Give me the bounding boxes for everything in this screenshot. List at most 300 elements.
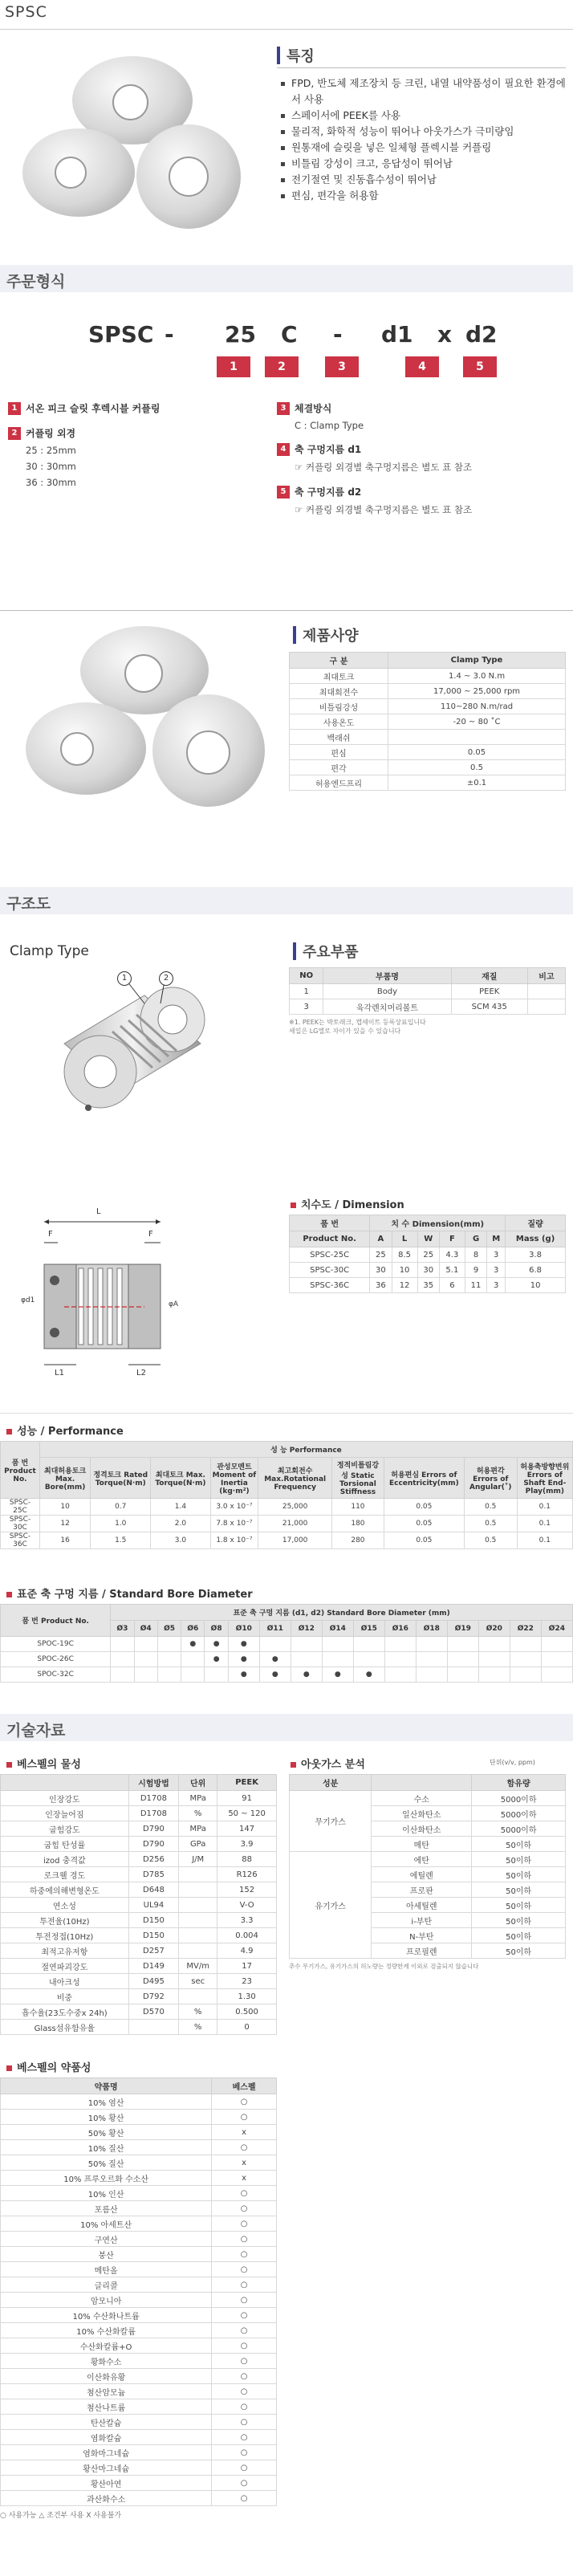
performance-table (0, 1441, 573, 1549)
table-cell: SPOC-19C (1, 1637, 111, 1652)
table-cell: 품 번 Product No. (1, 1442, 40, 1499)
table-cell (384, 1637, 416, 1652)
table-cell: 10% 수산화칼륨 (1, 2323, 212, 2338)
table-cell (157, 1652, 181, 1667)
parts-header: 주요부품 (293, 941, 359, 962)
table-cell: ● (291, 1667, 322, 1683)
table-cell: V-O (217, 1898, 277, 1913)
table-row (1, 2125, 277, 2140)
table-row (1, 1974, 277, 1989)
table-cell (111, 1637, 134, 1652)
table-cell (478, 1652, 510, 1667)
table-row (1, 1913, 277, 1928)
table-cell: 1.8 x 10⁻⁷ (210, 1532, 258, 1549)
table-cell (157, 1637, 181, 1652)
table-cell: D790 (128, 1837, 178, 1852)
table-cell: 염화칼슘 (1, 2430, 212, 2445)
table-row (290, 1791, 566, 1806)
table-cell: 황산아연 (1, 2476, 212, 2491)
dimension-table-wrap (289, 1215, 566, 1293)
table-cell (527, 999, 565, 1015)
table-cell: 첨산나트륨 (1, 2399, 212, 2415)
table-cell: 허용편심 Errors of Eccentricity(mm) (384, 1458, 464, 1499)
table-cell: 10% 프루오르화 수소산 (1, 2171, 212, 2186)
table-row (290, 1278, 566, 1293)
table-row (1, 1499, 573, 1516)
table-row (290, 699, 566, 714)
table-cell: 약품명 (1, 2078, 212, 2094)
table-cell: 0.5 (464, 1516, 517, 1532)
chem-table (0, 2077, 277, 2506)
table-cell (179, 1898, 217, 1913)
table-cell: Ø19 (447, 1621, 478, 1637)
table-cell: 백래쉬 (290, 730, 388, 745)
table-cell: SPOC-32C (1, 1667, 111, 1683)
table-cell: SPSC-36C (290, 1278, 370, 1293)
table-cell: 0.1 (517, 1499, 572, 1516)
table-cell: 글리콜 (1, 2277, 212, 2293)
table-cell: SPSC-30C (290, 1263, 370, 1278)
table-cell: 50이하 (472, 1867, 566, 1882)
note-line: ※1. PEEK는 박토래크, 캡셰이트 등록상표입니다 (289, 1019, 426, 1026)
table-row (1, 2201, 277, 2216)
table-cell: Ø6 (181, 1621, 205, 1637)
table-row (1, 1837, 277, 1852)
table-cell: 17 (217, 1959, 277, 1974)
table-cell: 36 (370, 1278, 392, 1293)
table-header (290, 968, 566, 984)
table-cell (447, 1652, 478, 1667)
table-cell: SPSC-36C (1, 1532, 40, 1549)
table-cell: 50이하 (472, 1882, 566, 1898)
order-item-label (277, 401, 566, 415)
table-cell: 관성모멘트 Moment of Inertia (kg·m²) (210, 1458, 258, 1499)
table-row (290, 984, 566, 999)
table-cell: 50이하 (472, 1898, 566, 1913)
outgas-unit: 단위(v/v, ppm) (490, 1759, 535, 1766)
table-cell: ○ (212, 2445, 277, 2460)
table-cell: 25 (370, 1247, 392, 1263)
order-item-label (277, 442, 566, 456)
table-cell: Ø18 (416, 1621, 447, 1637)
table-cell: 1.4 (151, 1499, 210, 1516)
order-item-text: 축 구멍지름 d2 (295, 486, 362, 498)
table-cell: 흡수율(23도수중x 24h) (1, 2004, 129, 2020)
table-cell: Ø5 (157, 1621, 181, 1637)
table-cell (179, 1913, 217, 1928)
table-cell: 황화수소 (1, 2354, 212, 2369)
table-cell: A (370, 1231, 392, 1247)
feature-item (281, 172, 566, 188)
table-cell (179, 1943, 217, 1959)
table-cell: 0.1 (517, 1532, 572, 1549)
table-cell: 비중 (1, 1989, 129, 2004)
table-header (1, 1605, 573, 1621)
parts-table (289, 967, 566, 1015)
order-item (277, 485, 566, 516)
table-cell (322, 1652, 353, 1667)
table-cell: 110~280 N.m/rad (388, 699, 566, 714)
order-code-part: d1 (381, 321, 413, 348)
table-cell: SCM 435 (451, 999, 527, 1015)
table-cell: 1.4 ~ 3.0 N.m (388, 669, 566, 684)
table-cell (527, 984, 565, 999)
table-row (1, 2338, 277, 2354)
order-item-line: ☞ 커플링 외경별 축구멍지름은 별도 표 참조 (295, 504, 473, 515)
table-row (290, 1247, 566, 1263)
table-cell (111, 1667, 134, 1683)
table-cell: ○ (212, 2476, 277, 2491)
structure-drawing (32, 971, 225, 1132)
table-cell: D150 (128, 1913, 178, 1928)
table-cell (353, 1652, 384, 1667)
order-item-text: 서온 피크 슬릿 후렉시블 커플링 (26, 403, 161, 414)
table-cell: 0.05 (384, 1516, 464, 1532)
product-photo-spec (16, 618, 281, 827)
table-cell (384, 1652, 416, 1667)
table-cell: 사용온도 (290, 714, 388, 730)
order-number-badge: 5 (463, 356, 497, 377)
table-cell: ○ (212, 2186, 277, 2201)
props-title: 베스펠의 물성 (6, 1756, 81, 1771)
table-cell: 4.9 (217, 1943, 277, 1959)
order-item-number: 4 (277, 443, 290, 456)
outgas-table-wrap (289, 1774, 566, 1971)
table-cell: Ø4 (134, 1621, 157, 1637)
table-cell: 10% 질산 (1, 2140, 212, 2155)
table-cell: 9 (465, 1263, 486, 1278)
bullet-icon (281, 194, 285, 198)
table-cell: J/M (179, 1852, 217, 1867)
table-cell: 정적비틀림강성 Static Torsional Stiffness (332, 1458, 384, 1499)
table-cell (179, 1882, 217, 1898)
table-cell: 10% 수산화나트륨 (1, 2308, 212, 2323)
table-cell: 110 (332, 1499, 384, 1516)
order-code-part: - (165, 321, 174, 348)
callout-1: 1 (117, 971, 132, 986)
table-cell: ○ (212, 2415, 277, 2430)
table-row (1, 2216, 277, 2232)
table-row (1, 2476, 277, 2491)
table-cell: SPSC-25C (290, 1247, 370, 1263)
table-cell: -20 ~ 80 ˚C (388, 714, 566, 730)
table-cell: 에틸렌 (372, 1867, 472, 1882)
order-item-label (8, 401, 273, 415)
table-cell (416, 1652, 447, 1667)
table-cell (541, 1652, 572, 1667)
table-row (290, 999, 566, 1015)
table-row (1, 2110, 277, 2125)
table-cell: ○ (212, 2247, 277, 2262)
table-cell: Ø8 (205, 1621, 228, 1637)
table-row (1, 2155, 277, 2171)
table-header (290, 1215, 566, 1231)
table-cell: D1708 (128, 1791, 178, 1806)
table-row (1, 2399, 277, 2415)
order-code-part: SPSC (88, 321, 154, 348)
table-cell (179, 1867, 217, 1882)
table-cell: ○ (212, 2094, 277, 2110)
table-cell: 12 (392, 1278, 417, 1293)
table-cell (134, 1637, 157, 1652)
table-cell: 베스펠 (212, 2078, 277, 2094)
table-cell: 0.7 (91, 1499, 151, 1516)
table-cell: W (417, 1231, 439, 1247)
table-cell: 0.1 (517, 1516, 572, 1532)
table-cell: 5000이하 (472, 1821, 566, 1837)
table-row (1, 1928, 277, 1943)
table-cell: ±0.1 (388, 775, 566, 791)
table-cell: ● (259, 1652, 291, 1667)
table-cell: ○ (212, 2384, 277, 2399)
table-cell (510, 1637, 541, 1652)
clamp-type-label: Clamp Type (10, 943, 89, 959)
table-cell: 10 (506, 1278, 566, 1293)
table-cell: 10% 인산 (1, 2186, 212, 2201)
table-cell: 3 (487, 1263, 506, 1278)
order-item-number: 3 (277, 402, 290, 415)
table-cell: 5.1 (439, 1263, 465, 1278)
table-cell: 88 (217, 1852, 277, 1867)
table-cell: 3.9 (217, 1837, 277, 1852)
table-cell: 91 (217, 1791, 277, 1806)
table-cell: Ø3 (111, 1621, 134, 1637)
table-header (290, 1775, 566, 1791)
table-cell: ○ (212, 2399, 277, 2415)
order-number-badge: 4 (405, 356, 439, 377)
table-cell: 로크웰 경도 (1, 1867, 129, 1882)
table-row (290, 760, 566, 775)
table-cell (134, 1652, 157, 1667)
table-cell: 25 (417, 1247, 439, 1263)
table-cell: D790 (128, 1821, 178, 1837)
table-header (1, 1775, 277, 1791)
table-cell: 허용축방향변위 Errors of Shaft End-Play(mm) (517, 1458, 572, 1499)
order-code-part: 25 (225, 321, 256, 348)
order-code (88, 321, 506, 353)
feature-item (281, 188, 566, 204)
table-cell: Ø16 (384, 1621, 416, 1637)
outgas-table (289, 1774, 566, 1959)
table-cell (510, 1652, 541, 1667)
table-cell: 5000이하 (472, 1791, 566, 1806)
table-row (1, 1791, 277, 1806)
order-item-label (277, 485, 566, 499)
table-cell (541, 1637, 572, 1652)
table-row (1, 2232, 277, 2247)
table-cell: Mass (g) (506, 1231, 566, 1247)
table-cell: ○ (212, 2369, 277, 2384)
table-row (290, 1263, 566, 1278)
table-cell: 무기가스 (290, 1791, 372, 1852)
table-cell: ● (259, 1667, 291, 1683)
table-row (1, 1989, 277, 2004)
props-table-wrap (0, 1774, 277, 2035)
table-cell: ○ (212, 2323, 277, 2338)
table-cell: 허용엔드프리 (290, 775, 388, 791)
table-cell: 0 (217, 2020, 277, 2035)
table-row (290, 745, 566, 760)
table-cell (478, 1667, 510, 1683)
dim-label-F2: F (148, 1230, 153, 1239)
table-cell: 붕산 (1, 2247, 212, 2262)
table-cell: ● (181, 1637, 205, 1652)
table-cell: 1.30 (217, 1989, 277, 2004)
table-row (1, 2369, 277, 2384)
table-cell: SPSC-25C (1, 1499, 40, 1516)
table-row (1, 1821, 277, 1837)
table-cell: 280 (332, 1532, 384, 1549)
table-cell (388, 730, 566, 745)
table-cell: 염화마그네슘 (1, 2445, 212, 2460)
outgas-title: 아웃가스 분석 (291, 1756, 365, 1771)
chem-title: 베스펠의 약품성 (6, 2059, 91, 2074)
table-cell: Ø10 (228, 1621, 259, 1637)
table-cell: 편심 (290, 745, 388, 760)
table-cell: ● (205, 1652, 228, 1667)
table-cell: 6.8 (506, 1263, 566, 1278)
table-cell: Ø24 (541, 1621, 572, 1637)
performance-table-wrap (0, 1441, 573, 1549)
table-cell: 수산화칼륨+O (1, 2338, 212, 2354)
table-row (1, 1898, 277, 1913)
table-cell: 비틀림강성 (290, 699, 388, 714)
table-cell: ● (228, 1637, 259, 1652)
table-cell: UL94 (128, 1898, 178, 1913)
order-code-part: C (281, 321, 298, 348)
order-item (277, 401, 566, 431)
table-header (1, 1442, 573, 1458)
table-cell: 품 번 Product No. (1, 1605, 111, 1637)
table-cell: x (212, 2125, 277, 2140)
table-cell: Product No. (290, 1231, 370, 1247)
table-cell: 0.5 (464, 1532, 517, 1549)
table-cell (179, 1989, 217, 2004)
table-cell: 3 (290, 999, 323, 1015)
feature-text: 물리적, 화학적 성능이 뛰어나 아웃가스가 극미량임 (291, 125, 514, 137)
table-row (1, 2247, 277, 2262)
order-item-text: 커플링 외경 (26, 428, 76, 439)
table-cell: 최대토크 Max. Torque(N·m) (151, 1458, 210, 1499)
table-cell: 최대토크 (290, 669, 388, 684)
order-item (277, 442, 566, 474)
table-cell (111, 1652, 134, 1667)
bullet-icon (281, 114, 285, 118)
order-item-text: 축 구멍지름 d1 (295, 444, 362, 455)
table-cell: Ø12 (291, 1621, 322, 1637)
table-cell: izod 충격값 (1, 1852, 129, 1867)
table-row (290, 1852, 566, 1867)
table-cell: NO (290, 968, 323, 984)
order-title: 주문형식 (6, 273, 66, 291)
techdata-title: 기술자료 (6, 1722, 66, 1740)
bullet-icon (281, 82, 285, 86)
table-cell: 0.05 (384, 1499, 464, 1516)
table-cell: Ø15 (353, 1621, 384, 1637)
table-cell (259, 1637, 291, 1652)
table-cell: 1.5 (91, 1532, 151, 1549)
table-cell: Ø14 (322, 1621, 353, 1637)
table-cell: D256 (128, 1852, 178, 1867)
table-cell: 7.8 x 10⁻⁷ (210, 1516, 258, 1532)
table-row (1, 2323, 277, 2338)
spec-table-wrap (289, 652, 566, 791)
table-cell: 21,000 (258, 1516, 332, 1532)
table-cell: 황산마그네슘 (1, 2460, 212, 2476)
table-cell: ● (228, 1667, 259, 1683)
table-cell: 5000이하 (472, 1806, 566, 1821)
table-row (1, 1806, 277, 1821)
table-cell: 질량 (506, 1215, 566, 1231)
table-cell: PEEK (217, 1775, 277, 1791)
table-cell: 탄산칼슘 (1, 2415, 212, 2430)
table-cell: 50이하 (472, 1852, 566, 1867)
table-row (290, 775, 566, 791)
table-cell (205, 1667, 228, 1683)
table-row (1, 2430, 277, 2445)
order-item (8, 426, 273, 488)
table-cell: Clamp Type (388, 653, 566, 669)
order-right (277, 401, 566, 527)
table-row (1, 2277, 277, 2293)
note-line: 세일은 LG엘로 자이가 있을 수 있습니다 (289, 1028, 401, 1035)
table-cell: ○ (212, 2354, 277, 2369)
table-row (1, 1652, 573, 1667)
table-cell: 최적고유저항 (1, 1943, 129, 1959)
table-row (1, 2491, 277, 2506)
table-cell: 152 (217, 1882, 277, 1898)
table-cell: 최대허용토크Max. Bore(mm) (39, 1458, 90, 1499)
table-cell: 메탄올 (1, 2262, 212, 2277)
table-cell: Glass섬유함유율 (1, 2020, 129, 2035)
table-cell: ○ (212, 2277, 277, 2293)
spec-table (289, 652, 566, 791)
table-cell (291, 1637, 322, 1652)
table-cell: D495 (128, 1974, 178, 1989)
table-row (290, 714, 566, 730)
table-cell: % (179, 2020, 217, 2035)
order-code-part: x (437, 321, 453, 348)
table-cell: i-부탄 (372, 1913, 472, 1928)
table-cell: sec (179, 1974, 217, 1989)
table-cell (372, 1775, 472, 1791)
table-cell: 아세틸렌 (372, 1898, 472, 1913)
table-cell: 치 수 Dimension(mm) (370, 1215, 506, 1231)
table-cell: 180 (332, 1516, 384, 1532)
table-row (1, 1532, 573, 1549)
table-cell: 0.05 (384, 1532, 464, 1549)
table-row (290, 730, 566, 745)
table-cell: 17,000 (258, 1532, 332, 1549)
table-cell: D648 (128, 1882, 178, 1898)
spec-header: 제품사양 (293, 625, 359, 645)
table-cell: % (179, 1806, 217, 1821)
order-item-line: 30 : 30mm (26, 461, 76, 472)
table-cell: 하중에의해변형온도 (1, 1882, 129, 1898)
table-cell: ○ (212, 2308, 277, 2323)
table-cell: ○ (212, 2262, 277, 2277)
table-cell: 표준 축 구멍 지름 (d1, d2) Standard Bore Diameter (mm) (111, 1605, 573, 1621)
table-cell: 투전정접(10Hz) (1, 1928, 129, 1943)
feature-text: 비틀림 강성이 크고, 응답성이 뛰어남 (291, 157, 453, 169)
parts-note (289, 1018, 566, 1036)
order-item-text: 체결방식 (295, 403, 332, 414)
table-cell: ○ (212, 2293, 277, 2308)
table-cell (384, 1667, 416, 1683)
table-cell (447, 1637, 478, 1652)
dim-label-d1: φd1 (21, 1296, 35, 1304)
table-cell: 10% 황산 (1, 2110, 212, 2125)
